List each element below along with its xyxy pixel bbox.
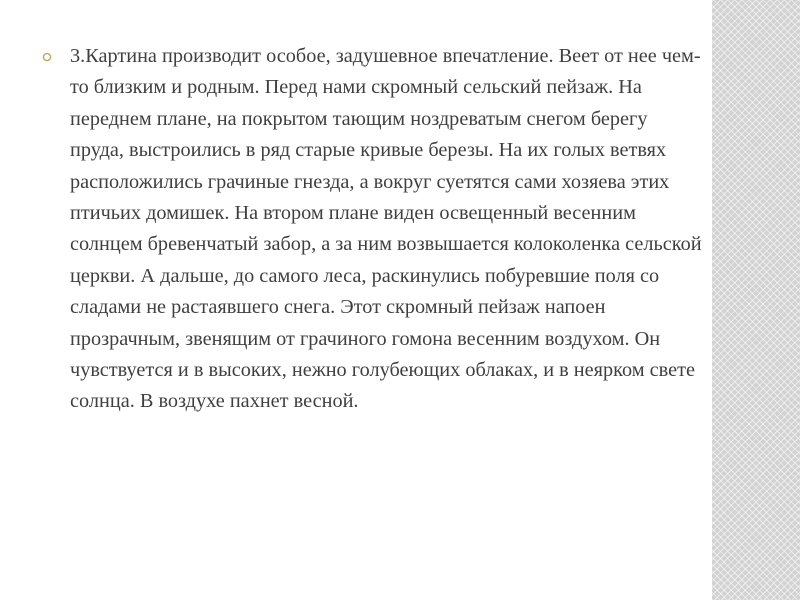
decorative-side-band — [712, 0, 800, 600]
bullet-item — [40, 41, 705, 418]
paragraph-text: 3.Картина производит особое, задушевное впечатление. Веет от нее чем-то близким и родным. Перед нами скромный сельский пейзаж. На переднем плане, на покрытом тающим ноздреватым снегом берегу пруда, выстроились в ряд старые кривые березы. На их голых ветвях расположились грачиные гнезда, а вокруг суетятся сами хозяева этих птичьих домишек. На втором плане виден освещенный весенним солнцем бревенчатый забор, а за ним возвышается колоколенка сельской церкви. А дальше, до самого леса, раскинулись побуревшие поля со сладами не растаявшего снега. Этот скромный пейзаж напоен прозрачным, звенящим от грачиного гомона весенним воздухом. Он чувствуется и в высоких, нежно голубеющих облаках, и в неярком свете солнца. В воздухе пахнет весной. — [70, 45, 702, 413]
slide-content — [40, 41, 705, 418]
ring-bullet-icon — [42, 52, 52, 62]
